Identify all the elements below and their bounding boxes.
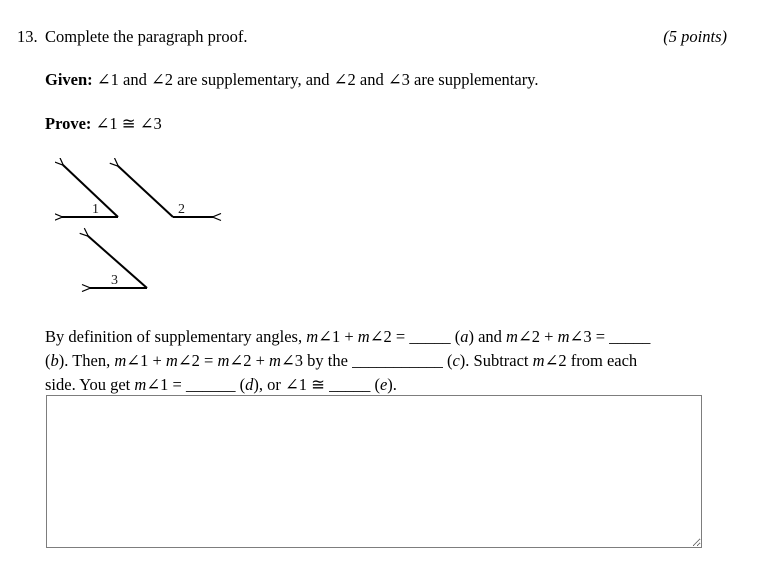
problem-number: 13.	[17, 27, 38, 46]
angle-label-3: 3	[111, 273, 118, 288]
given-statement	[45, 70, 539, 90]
given-label: Given:	[45, 70, 93, 89]
prove-text: ∠1 ≅ ∠3	[95, 114, 162, 133]
angles-diagram	[55, 158, 225, 305]
problem-title: Complete the paragraph proof.	[45, 27, 248, 46]
answer-textarea[interactable]	[46, 395, 702, 548]
angle-label-1: 1	[92, 202, 99, 217]
proof-line-2: (b). Then, m∠1 + m∠2 = m∠2 + m∠3 by the ___________ (c). Subtract m∠2 from each	[45, 351, 638, 370]
prove-label: Prove:	[45, 114, 92, 133]
given-text: ∠1 and ∠2 are supplementary, and ∠2 and ∠3 are supplementary.	[96, 70, 539, 89]
proof-paragraph	[45, 325, 685, 397]
angle-label-2: 2	[178, 202, 185, 217]
problem-header	[17, 27, 727, 47]
prove-statement	[45, 114, 162, 134]
proof-line-3: side. You get m∠1 = ______ (d), or ∠1 ≅ _____ (e).	[45, 375, 397, 394]
angles-diagram-svg	[55, 158, 225, 300]
proof-line-1: By definition of supplementary angles, m∠1 + m∠2 = _____ (a) and m∠2 + m∠3 = _____	[45, 327, 651, 346]
points-label: (5 points)	[663, 27, 727, 46]
